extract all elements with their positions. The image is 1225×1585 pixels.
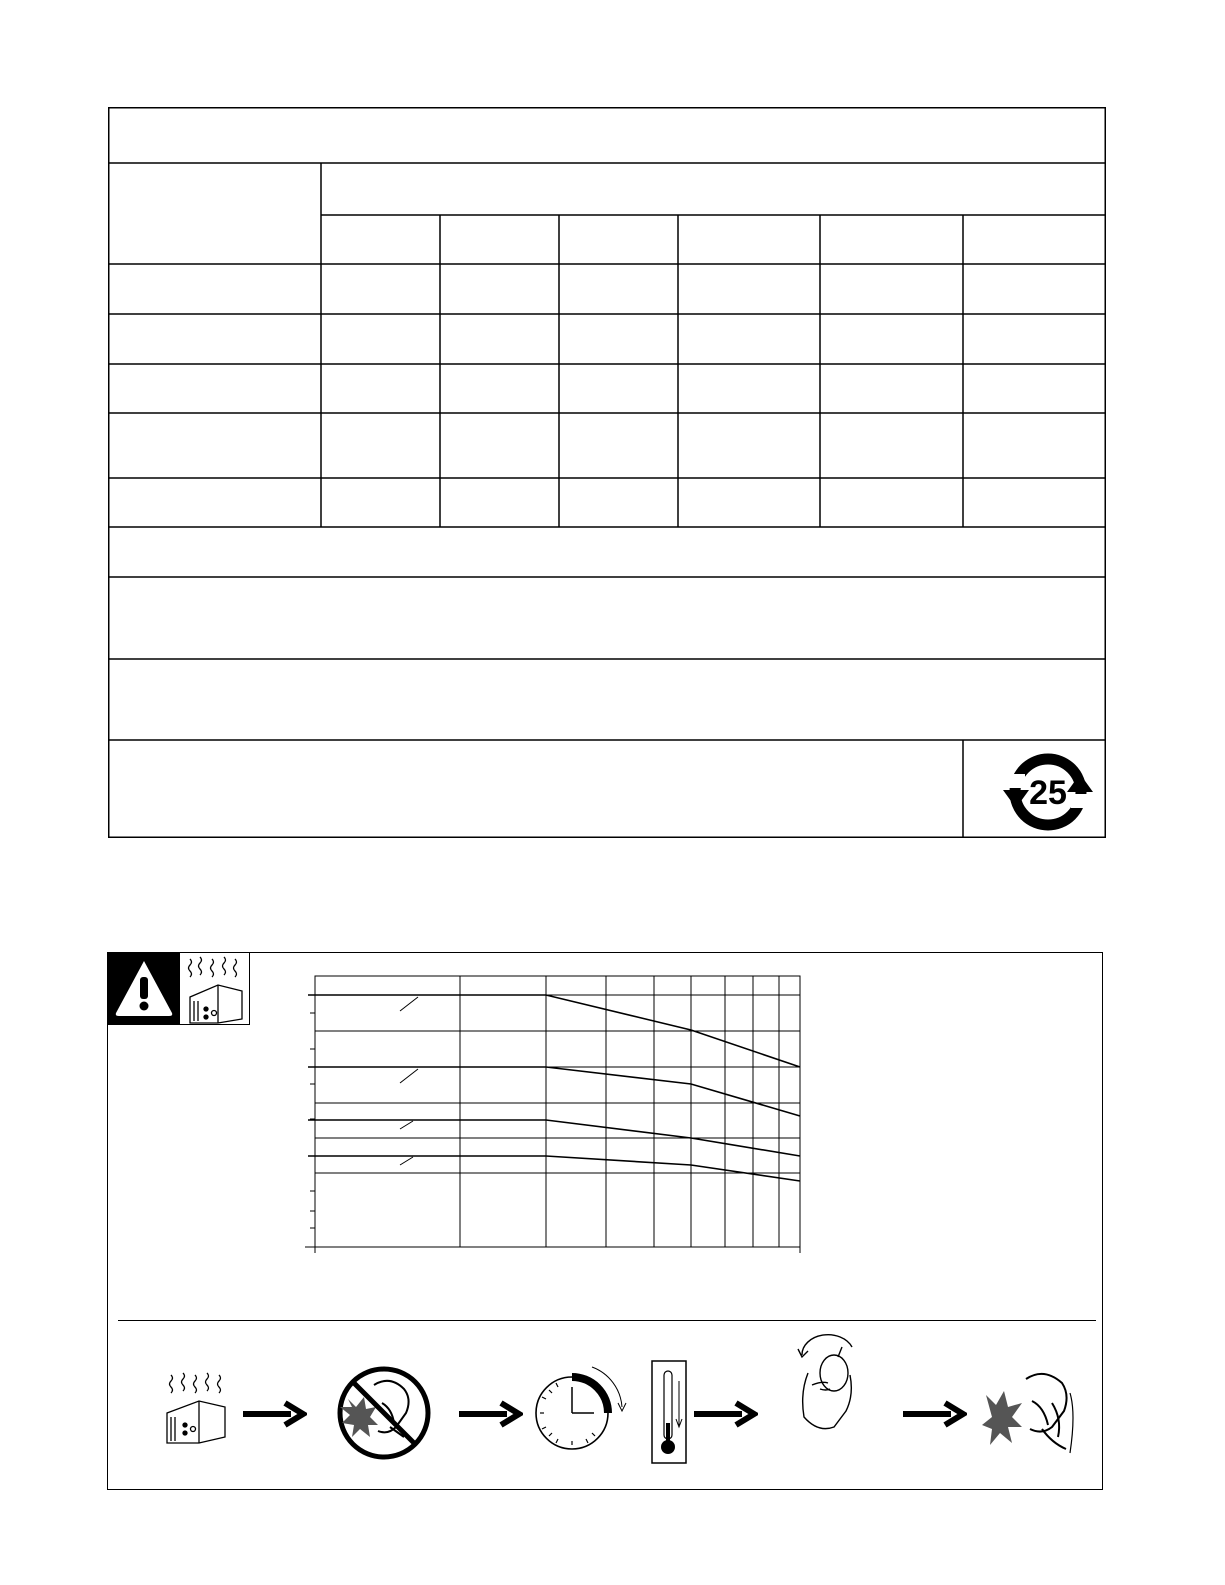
- plot-frame: [315, 976, 800, 1247]
- curve-leader-line: [400, 1157, 413, 1165]
- specifications-table: [108, 107, 1106, 838]
- wait-clock-icon: [532, 1357, 632, 1462]
- no-welding-icon: [334, 1363, 434, 1468]
- reduce-setting-knob-icon: [792, 1333, 864, 1446]
- resume-welding-icon: [982, 1363, 1082, 1468]
- epup-label: 25: [1029, 774, 1067, 812]
- thermometer-cooling-icon: [650, 1359, 690, 1470]
- arrow-right-icon: [901, 1399, 967, 1434]
- duty-cycle-curve: [308, 1067, 800, 1116]
- arrow-right-icon: [457, 1399, 523, 1434]
- duty-cycle-chart: [108, 953, 1104, 1323]
- duty-cycle-chart-panel: [107, 952, 1103, 1490]
- overheating-unit-icon: [163, 1371, 233, 1450]
- section-divider: [118, 1320, 1096, 1321]
- table-grid: [108, 107, 1106, 838]
- curve-leader-line: [400, 997, 418, 1011]
- curve-leader-line: [400, 1069, 418, 1083]
- arrow-right-icon: [692, 1399, 758, 1434]
- duty-cycle-curve: [308, 1156, 800, 1181]
- curve-leader-line: [400, 1121, 413, 1129]
- environment-protection-use-period-icon: [999, 746, 1101, 834]
- arrow-right-icon: [241, 1399, 307, 1434]
